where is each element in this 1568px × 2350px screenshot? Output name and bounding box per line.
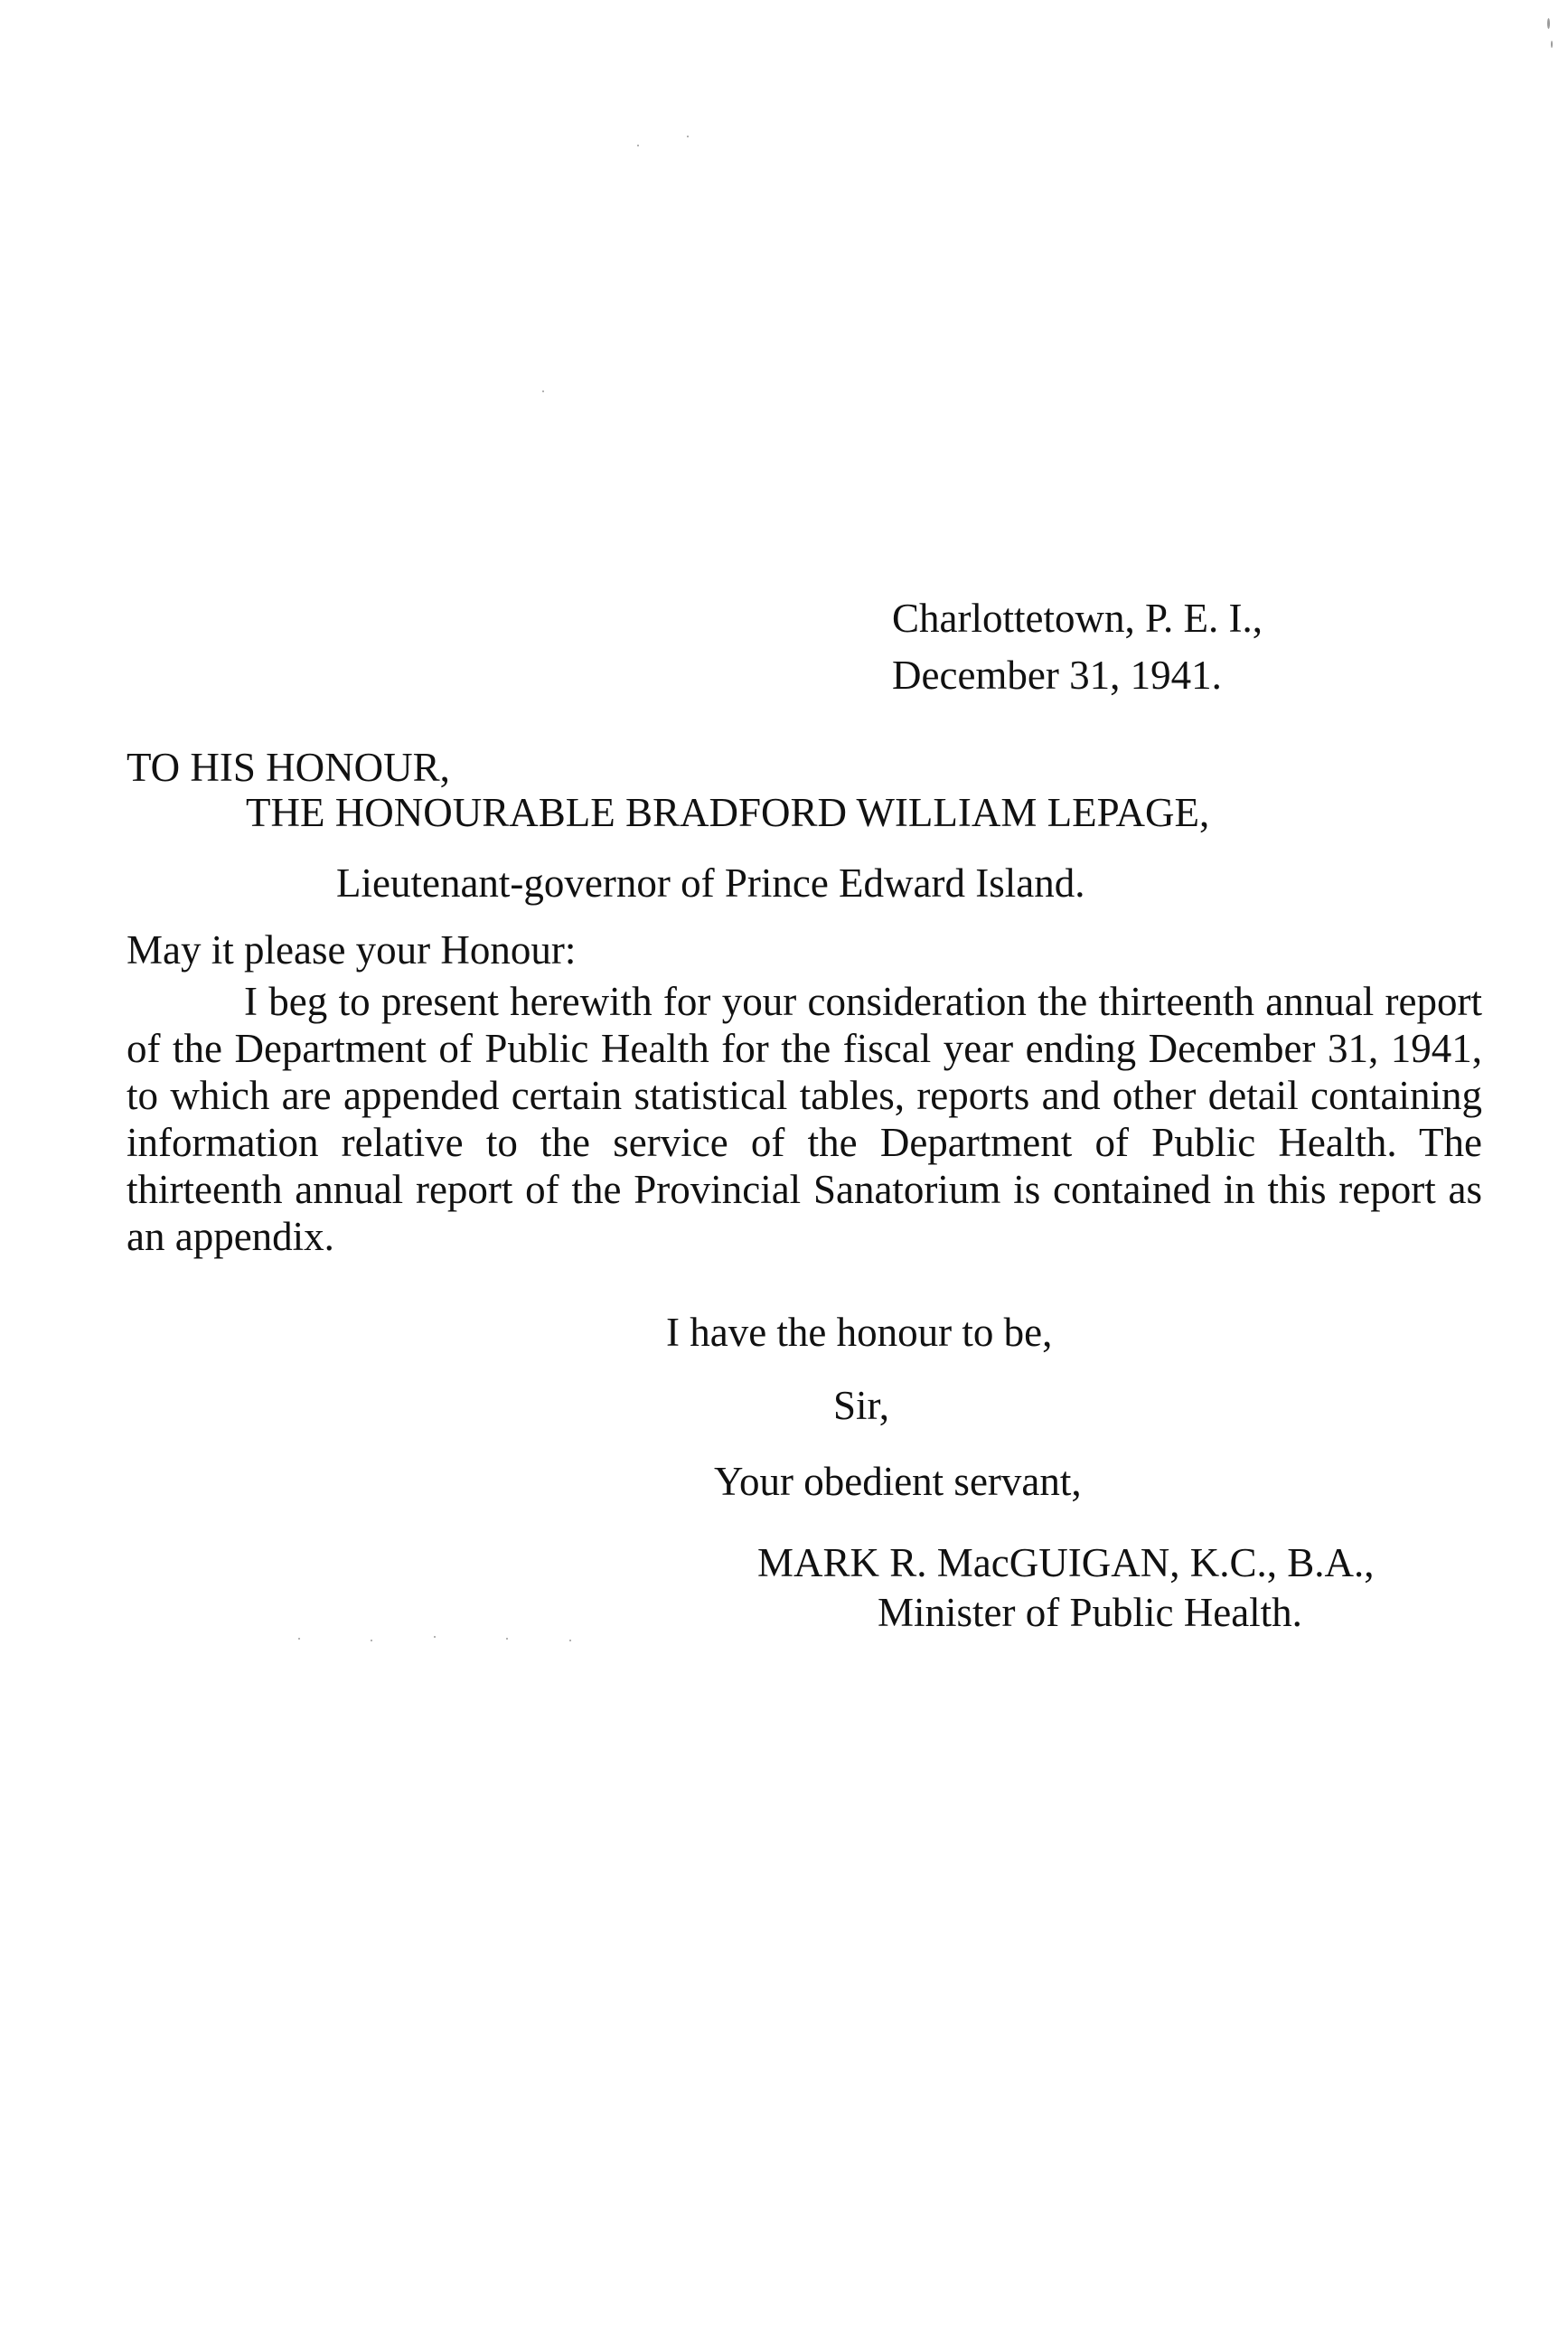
scan-speck	[1551, 41, 1553, 48]
addressee-line-3: Lieutenant-governor of Prince Edward Island.	[336, 860, 1085, 906]
salutation: May it please your Honour:	[127, 927, 577, 973]
scan-speck	[506, 1638, 508, 1640]
dateline-place: Charlottetown, P. E. I.,	[892, 596, 1263, 641]
scan-speck	[1547, 18, 1550, 29]
scan-speck	[637, 145, 639, 146]
dateline-date: December 31, 1941.	[892, 653, 1222, 698]
signature-title: Minister of Public Health.	[878, 1590, 1302, 1635]
scan-speck	[371, 1640, 372, 1641]
closing-line-2: Sir,	[833, 1383, 889, 1428]
body-paragraph: I beg to present herewith for your consideration the thirteenth annual report of the Department of Public Health for the fiscal year ending December 31, 1941, to which are appended certain statistical tables, reports and other detail containing information relative to the service of the Department of Public Health. The thirteenth annual report of the Provincial Sanatorium is contained in this report as an appendix.	[127, 979, 1482, 1259]
closing-line-1: I have the honour to be,	[666, 1310, 1053, 1355]
closing-line-3: Your obedient servant,	[714, 1459, 1082, 1504]
signature-name: MARK R. MacGUIGAN, K.C., B.A.,	[757, 1540, 1375, 1585]
scan-speck	[298, 1638, 300, 1640]
scan-speck	[434, 1636, 436, 1638]
scan-speck	[569, 1640, 571, 1641]
scan-speck	[542, 390, 544, 392]
addressee-line-1: TO HIS HONOUR,	[127, 745, 450, 790]
addressee-line-2: THE HONOURABLE BRADFORD WILLIAM LEPAGE,	[246, 790, 1210, 835]
scan-speck	[687, 136, 689, 137]
